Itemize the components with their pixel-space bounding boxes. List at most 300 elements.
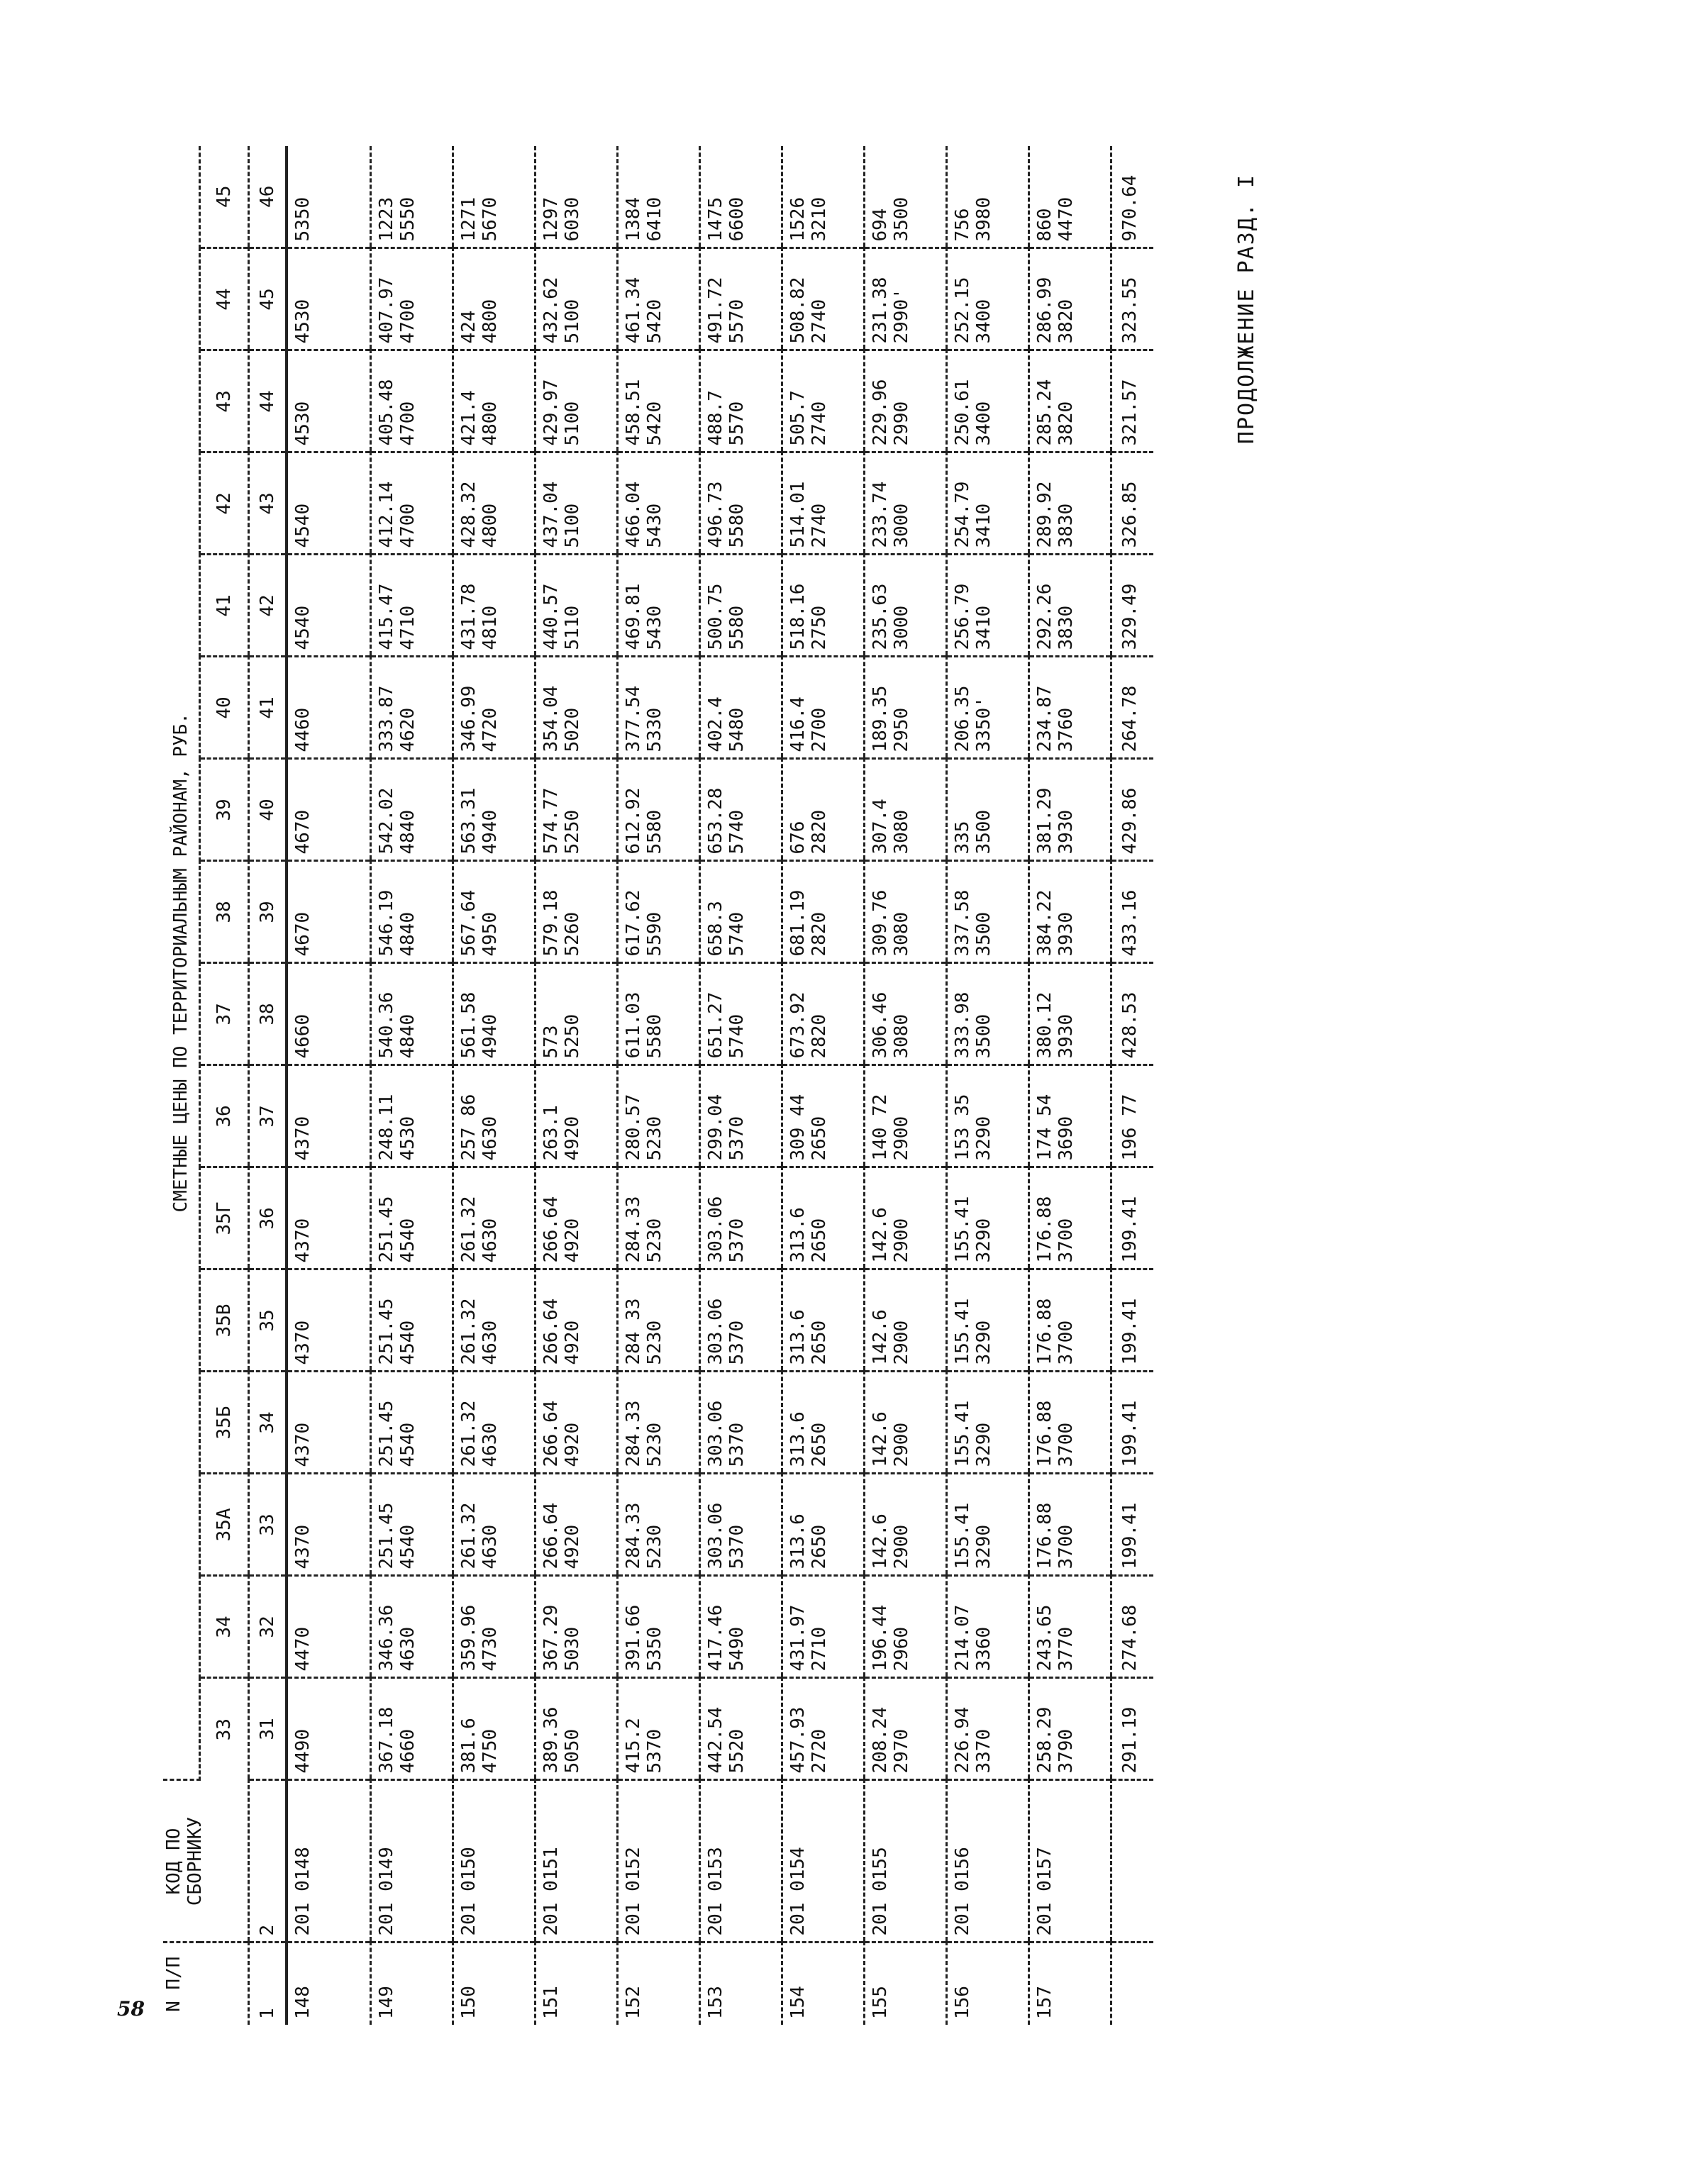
price-value-secondary: 2740 [808, 401, 830, 446]
price-cell [1028, 759, 1111, 861]
column-number: 43 [249, 452, 287, 555]
price-cell [1028, 861, 1111, 963]
price-cell [782, 1269, 864, 1372]
row-code: 201 0150 [453, 1780, 535, 1943]
price-value: 263.1 [540, 1105, 562, 1161]
price-value-secondary: 3000 [890, 503, 912, 548]
price-cell [864, 1167, 946, 1269]
price-cell [699, 963, 782, 1065]
price-cell [617, 1269, 699, 1372]
region-code: 42 [200, 452, 249, 555]
price-value: 206.35 [951, 685, 973, 752]
price-value: 346.36 [375, 1604, 397, 1672]
price-cell [782, 555, 864, 657]
price-value-secondary: 2650 [808, 1218, 830, 1263]
price-value: 286.99 [1033, 277, 1055, 344]
price-value: 176.88 [1033, 1196, 1055, 1263]
price-value: 415.2 [622, 1718, 644, 1774]
region-code: 41 [200, 555, 249, 657]
price-cell [370, 146, 453, 248]
price-value: 292.26 [1033, 583, 1055, 650]
price-value: 155.41 [951, 1502, 973, 1569]
price-value-secondary: 4920 [561, 1116, 583, 1161]
price-value-secondary: 2820 [808, 809, 830, 855]
price-value-secondary: 5370 [643, 1728, 665, 1774]
price-value: 289.92 [1033, 481, 1055, 548]
price-value: 4370 [292, 1422, 314, 1467]
price-value-secondary: 4700 [396, 401, 418, 446]
price-cell [453, 1678, 535, 1780]
price-cell [453, 1372, 535, 1474]
price-value: 5350 [292, 196, 314, 242]
total-value: 329.49 [1111, 555, 1153, 657]
price-value: 226.94 [951, 1706, 973, 1774]
price-value: 229.96 [869, 379, 891, 446]
price-value: 561.58 [458, 991, 479, 1059]
price-value-secondary: 3500 [972, 1013, 994, 1059]
price-cell [864, 1372, 946, 1474]
price-value-secondary: 5230 [643, 1320, 665, 1365]
price-cell [782, 452, 864, 555]
price-cell [287, 1576, 370, 1678]
price-value: 142.6 [869, 1513, 891, 1569]
price-value-secondary: 2650 [808, 1320, 830, 1365]
price-value: 651.27 [704, 991, 726, 1059]
price-cell [453, 1065, 535, 1167]
price-value-secondary: 5550 [396, 196, 418, 242]
column-number: 46 [249, 146, 287, 248]
price-cell [864, 248, 946, 350]
price-value: 612.92 [622, 787, 644, 855]
price-value: 233.74 [869, 481, 891, 548]
price-value-secondary: 3930 [1055, 1013, 1077, 1059]
row-code: 201 0152 [617, 1780, 699, 1943]
price-value-secondary: 4540 [396, 1320, 418, 1365]
price-cell [287, 861, 370, 963]
region-code: 35Г [200, 1167, 249, 1269]
price-value-secondary: 5230 [643, 1524, 665, 1569]
price-value-secondary: 3770 [1055, 1626, 1077, 1672]
price-value-secondary: 3080 [890, 809, 912, 855]
price-cell [782, 1372, 864, 1474]
price-cell [1028, 146, 1111, 248]
price-cell [535, 1372, 617, 1474]
price-value: 261.32 [458, 1298, 479, 1365]
price-value: 354.04 [540, 685, 562, 752]
price-value-secondary: 5260 [561, 911, 583, 957]
price-cell [453, 1576, 535, 1678]
price-value: 381.6 [458, 1718, 479, 1774]
price-value-secondary: 4810 [479, 605, 501, 650]
price-value: 309 44 [787, 1094, 809, 1161]
price-cell [453, 963, 535, 1065]
price-cell [370, 1678, 453, 1780]
price-value-secondary: 4800 [479, 299, 501, 344]
region-code: 35Б [200, 1372, 249, 1474]
price-value: 367.29 [540, 1604, 562, 1672]
price-value-secondary: 5420 [643, 401, 665, 446]
price-cell [699, 1269, 782, 1372]
price-cell [946, 146, 1028, 248]
price-value-secondary: 5420 [643, 299, 665, 344]
price-value: 4370 [292, 1524, 314, 1569]
price-value-secondary: 5050 [561, 1728, 583, 1774]
price-cell [287, 657, 370, 759]
row-number: 150 [453, 1943, 535, 2025]
price-cell [699, 1576, 782, 1678]
price-value-secondary: 3790 [1055, 1728, 1077, 1774]
price-value: 346.99 [458, 685, 479, 752]
price-value: 208.24 [869, 1706, 891, 1774]
region-code: 33 [200, 1678, 249, 1780]
price-value-secondary: 3700 [1055, 1524, 1077, 1569]
price-cell [864, 963, 946, 1065]
price-value: 303.06 [704, 1196, 726, 1263]
price-value-secondary: 4840 [396, 911, 418, 957]
price-cell [287, 1269, 370, 1372]
price-value-secondary: 2650 [808, 1524, 830, 1569]
region-code: 35А [200, 1474, 249, 1576]
table-row [370, 146, 453, 2025]
region-code: 35В [200, 1269, 249, 1372]
price-value: 367.18 [375, 1706, 397, 1774]
rotated-page [163, 145, 1277, 2025]
price-cell [782, 1678, 864, 1780]
total-value: 429.86 [1111, 759, 1153, 861]
price-value: 407.97 [375, 277, 397, 344]
price-cell [370, 1576, 453, 1678]
price-value: 142.6 [869, 1207, 891, 1263]
price-value-secondary: 6410 [643, 196, 665, 242]
column-numbers-row [249, 146, 287, 2025]
price-cell [535, 1269, 617, 1372]
price-value: 424 [458, 310, 479, 344]
column-number: 35 [249, 1269, 287, 1372]
price-value-secondary: 4630 [479, 1524, 501, 1569]
price-value: 155.41 [951, 1298, 973, 1365]
price-cell [946, 555, 1028, 657]
total-value: 196 77 [1111, 1065, 1153, 1167]
column-number: 32 [249, 1576, 287, 1678]
price-value: 299.04 [704, 1094, 726, 1161]
price-value-secondary: 5110 [561, 605, 583, 650]
price-cell [535, 1474, 617, 1576]
total-value: 199.41 [1111, 1372, 1153, 1474]
price-value-secondary: 4620 [396, 707, 418, 752]
row-number: 157 [1028, 1943, 1111, 2025]
price-value-secondary: 3830 [1055, 605, 1077, 650]
price-value: 428.32 [458, 481, 479, 548]
column-number: 37 [249, 1065, 287, 1167]
price-cell [535, 861, 617, 963]
price-cell [535, 1576, 617, 1678]
price-cell [946, 1269, 1028, 1372]
price-value-secondary: 3410 [972, 605, 994, 650]
price-cell [617, 1678, 699, 1780]
total-value: 970.64 [1111, 146, 1153, 248]
price-cell [946, 1678, 1028, 1780]
price-cell [617, 1167, 699, 1269]
price-value-secondary: 5490 [726, 1626, 748, 1672]
price-cell [287, 1678, 370, 1780]
price-value: 307.4 [869, 799, 891, 855]
price-cell [864, 1065, 946, 1167]
price-value-secondary: 4920 [561, 1524, 583, 1569]
price-value: 303.06 [704, 1298, 726, 1365]
price-cell [370, 1372, 453, 1474]
price-cell [617, 963, 699, 1065]
price-value-secondary: 3500 [890, 196, 912, 242]
price-value: 567.64 [458, 889, 479, 957]
price-cell [453, 452, 535, 555]
column-number: 39 [249, 861, 287, 963]
price-value-secondary: 4660 [396, 1728, 418, 1774]
price-value-secondary: 4540 [396, 1524, 418, 1569]
price-cell [699, 1167, 782, 1269]
price-value: 437.04 [540, 481, 562, 548]
price-value-secondary: 3290 [972, 1320, 994, 1365]
total-value: 199.41 [1111, 1269, 1153, 1372]
price-value-secondary: 4920 [561, 1422, 583, 1467]
price-value: 155.41 [951, 1400, 973, 1467]
price-value: 546.19 [375, 889, 397, 957]
price-value: 254.79 [951, 481, 973, 548]
price-value: 421.4 [458, 390, 479, 446]
table-row [617, 146, 699, 2025]
price-value-secondary: 4700 [396, 299, 418, 344]
region-code: 44 [200, 248, 249, 350]
price-cell [535, 248, 617, 350]
price-value: 416.4 [787, 696, 809, 752]
price-value-secondary: 5370 [726, 1218, 748, 1263]
price-value: 4370 [292, 1320, 314, 1365]
price-value: 860 [1033, 208, 1055, 242]
price-cell [287, 146, 370, 248]
price-value-secondary: 4530 [396, 1116, 418, 1161]
price-cell [453, 861, 535, 963]
header-price-group: СМЕТНЫЕ ЦЕНЫ ПО ТЕРРИТОРИАЛЬНЫМ РАЙОНАМ, РУБ. [163, 146, 200, 1780]
price-value: 251.45 [375, 1298, 397, 1365]
price-value: 415.47 [375, 583, 397, 650]
price-cell [1028, 452, 1111, 555]
price-value: 257 86 [458, 1094, 479, 1161]
price-cell [864, 1269, 946, 1372]
price-value-secondary: 4540 [396, 1422, 418, 1467]
price-cell [699, 1474, 782, 1576]
price-cell [617, 350, 699, 452]
price-value-secondary: 2950 [890, 707, 912, 752]
price-cell [370, 759, 453, 861]
column-number: 33 [249, 1474, 287, 1576]
price-cell [370, 861, 453, 963]
table-row [453, 146, 535, 2025]
price-cell [699, 350, 782, 452]
total-value: 199.41 [1111, 1474, 1153, 1576]
price-value-secondary: 5740 [726, 809, 748, 855]
price-value: 153 35 [951, 1094, 973, 1161]
region-code: 43 [200, 350, 249, 452]
price-value: 337.58 [951, 889, 973, 957]
row-number: 152 [617, 1943, 699, 2025]
table-row [782, 146, 864, 2025]
row-code: 201 0157 [1028, 1780, 1111, 1943]
price-value: 508.82 [787, 277, 809, 344]
price-cell [699, 1678, 782, 1780]
price-value-secondary: 5580 [726, 503, 748, 548]
price-value: 266.64 [540, 1502, 562, 1569]
price-value-secondary: 5230 [643, 1422, 665, 1467]
price-value-secondary: 2650 [808, 1116, 830, 1161]
price-value: 466.04 [622, 481, 644, 548]
row-code: 201 0154 [782, 1780, 864, 1943]
price-value-secondary: 4540 [396, 1218, 418, 1263]
region-code: 38 [200, 861, 249, 963]
price-value: 335 [951, 821, 973, 855]
price-cell [946, 759, 1028, 861]
price-cell [782, 963, 864, 1065]
price-value: 234.87 [1033, 685, 1055, 752]
price-value-secondary: 5350 [643, 1626, 665, 1672]
price-value: 389.36 [540, 1706, 562, 1774]
price-value-secondary: 5230 [643, 1218, 665, 1263]
price-cell [946, 657, 1028, 759]
price-value: 313.6 [787, 1513, 809, 1569]
price-value-secondary: 2970 [890, 1728, 912, 1774]
price-cell [699, 452, 782, 555]
price-value: 1223 [375, 196, 397, 242]
price-cell [782, 146, 864, 248]
price-value-secondary: 3370 [972, 1728, 994, 1774]
price-value-secondary: 5430 [643, 605, 665, 650]
price-value: 284.33 [622, 1400, 644, 1467]
table-row [287, 146, 370, 2025]
price-value-secondary: 5570 [726, 401, 748, 446]
price-cell [1028, 555, 1111, 657]
price-cell [370, 452, 453, 555]
price-value-secondary: 4920 [561, 1218, 583, 1263]
price-cell [864, 657, 946, 759]
price-cell [864, 759, 946, 861]
price-value: 284.33 [622, 1196, 644, 1263]
price-value: 673.92 [787, 991, 809, 1059]
price-value-secondary: 3290 [972, 1422, 994, 1467]
row-code: 201 0149 [370, 1780, 453, 1943]
price-value: 4670 [292, 911, 314, 957]
price-cell [370, 1167, 453, 1269]
price-cell [946, 861, 1028, 963]
price-value-secondary: 5230 [643, 1116, 665, 1161]
price-value: 563.31 [458, 787, 479, 855]
price-value: 653.28 [704, 787, 726, 855]
price-value-secondary: 5590 [643, 911, 665, 957]
price-value: 303.06 [704, 1502, 726, 1569]
price-value-secondary: 2650 [808, 1422, 830, 1467]
price-cell [617, 861, 699, 963]
price-value: 243.65 [1033, 1604, 1055, 1672]
price-value-secondary: 5580 [643, 809, 665, 855]
price-cell [946, 452, 1028, 555]
region-codes-row [200, 146, 249, 2025]
price-value: 391.66 [622, 1604, 644, 1672]
price-value-secondary: 2720 [808, 1728, 830, 1774]
price-value: 174 54 [1033, 1094, 1055, 1161]
price-cell [946, 248, 1028, 350]
price-value-secondary: 5580 [726, 605, 748, 650]
price-value-secondary: 4950 [479, 911, 501, 957]
price-cell [453, 1269, 535, 1372]
price-value-secondary: 5250 [561, 1013, 583, 1059]
price-cell [864, 146, 946, 248]
price-value: 4490 [292, 1728, 314, 1774]
price-cell [864, 452, 946, 555]
column-number: 31 [249, 1678, 287, 1780]
price-value-secondary: 4840 [396, 1013, 418, 1059]
price-cell [864, 1474, 946, 1576]
price-cell [453, 146, 535, 248]
page-number: 58 [117, 1997, 145, 2021]
row-number: 153 [699, 1943, 782, 2025]
price-value: 402.4 [704, 696, 726, 752]
price-value: 284 33 [622, 1298, 644, 1365]
price-value: 405.48 [375, 379, 397, 446]
price-cell [782, 861, 864, 963]
price-value-secondary: 5330 [643, 707, 665, 752]
price-cell [1028, 350, 1111, 452]
price-value-secondary: 5570 [726, 299, 748, 344]
price-value: 431.97 [787, 1604, 809, 1672]
price-value-secondary: 3290 [972, 1218, 994, 1263]
region-code: 37 [200, 963, 249, 1065]
total-value: 274.68 [1111, 1576, 1153, 1678]
price-value-secondary: 3080 [890, 911, 912, 957]
price-cell [1028, 657, 1111, 759]
price-cell [453, 248, 535, 350]
price-value-secondary: 3500 [972, 911, 994, 957]
price-value-secondary: 3000 [890, 605, 912, 650]
price-cell [946, 1167, 1028, 1269]
price-value-secondary: 3930 [1055, 809, 1077, 855]
row-number: 148 [287, 1943, 370, 2025]
price-cell [864, 350, 946, 452]
price-cell [946, 1372, 1028, 1474]
price-cell [535, 657, 617, 759]
price-value-secondary: 5740 [726, 911, 748, 957]
price-cell [1028, 1576, 1111, 1678]
price-cell [287, 350, 370, 452]
column-number: 44 [249, 350, 287, 452]
price-value-secondary: 4800 [479, 401, 501, 446]
price-value-secondary: 5370 [726, 1116, 748, 1161]
price-value: 461.34 [622, 277, 644, 344]
price-cell [1028, 1372, 1111, 1474]
row-code: 201 0151 [535, 1780, 617, 1943]
price-value: 611.03 [622, 991, 644, 1059]
total-value: 326.85 [1111, 452, 1153, 555]
price-cell [287, 1167, 370, 1269]
total-value: 321.57 [1111, 350, 1153, 452]
price-value-secondary: 6030 [561, 196, 583, 242]
price-value-secondary: 5430 [643, 503, 665, 548]
price-value: 1297 [540, 196, 562, 242]
total-value: 433.16 [1111, 861, 1153, 963]
price-cell [287, 248, 370, 350]
price-cell [287, 759, 370, 861]
price-value: 333.98 [951, 991, 973, 1059]
price-value-secondary: 3690 [1055, 1116, 1077, 1161]
price-cell [370, 248, 453, 350]
price-value: 313.6 [787, 1207, 809, 1263]
price-value-secondary: 3980 [972, 196, 994, 242]
